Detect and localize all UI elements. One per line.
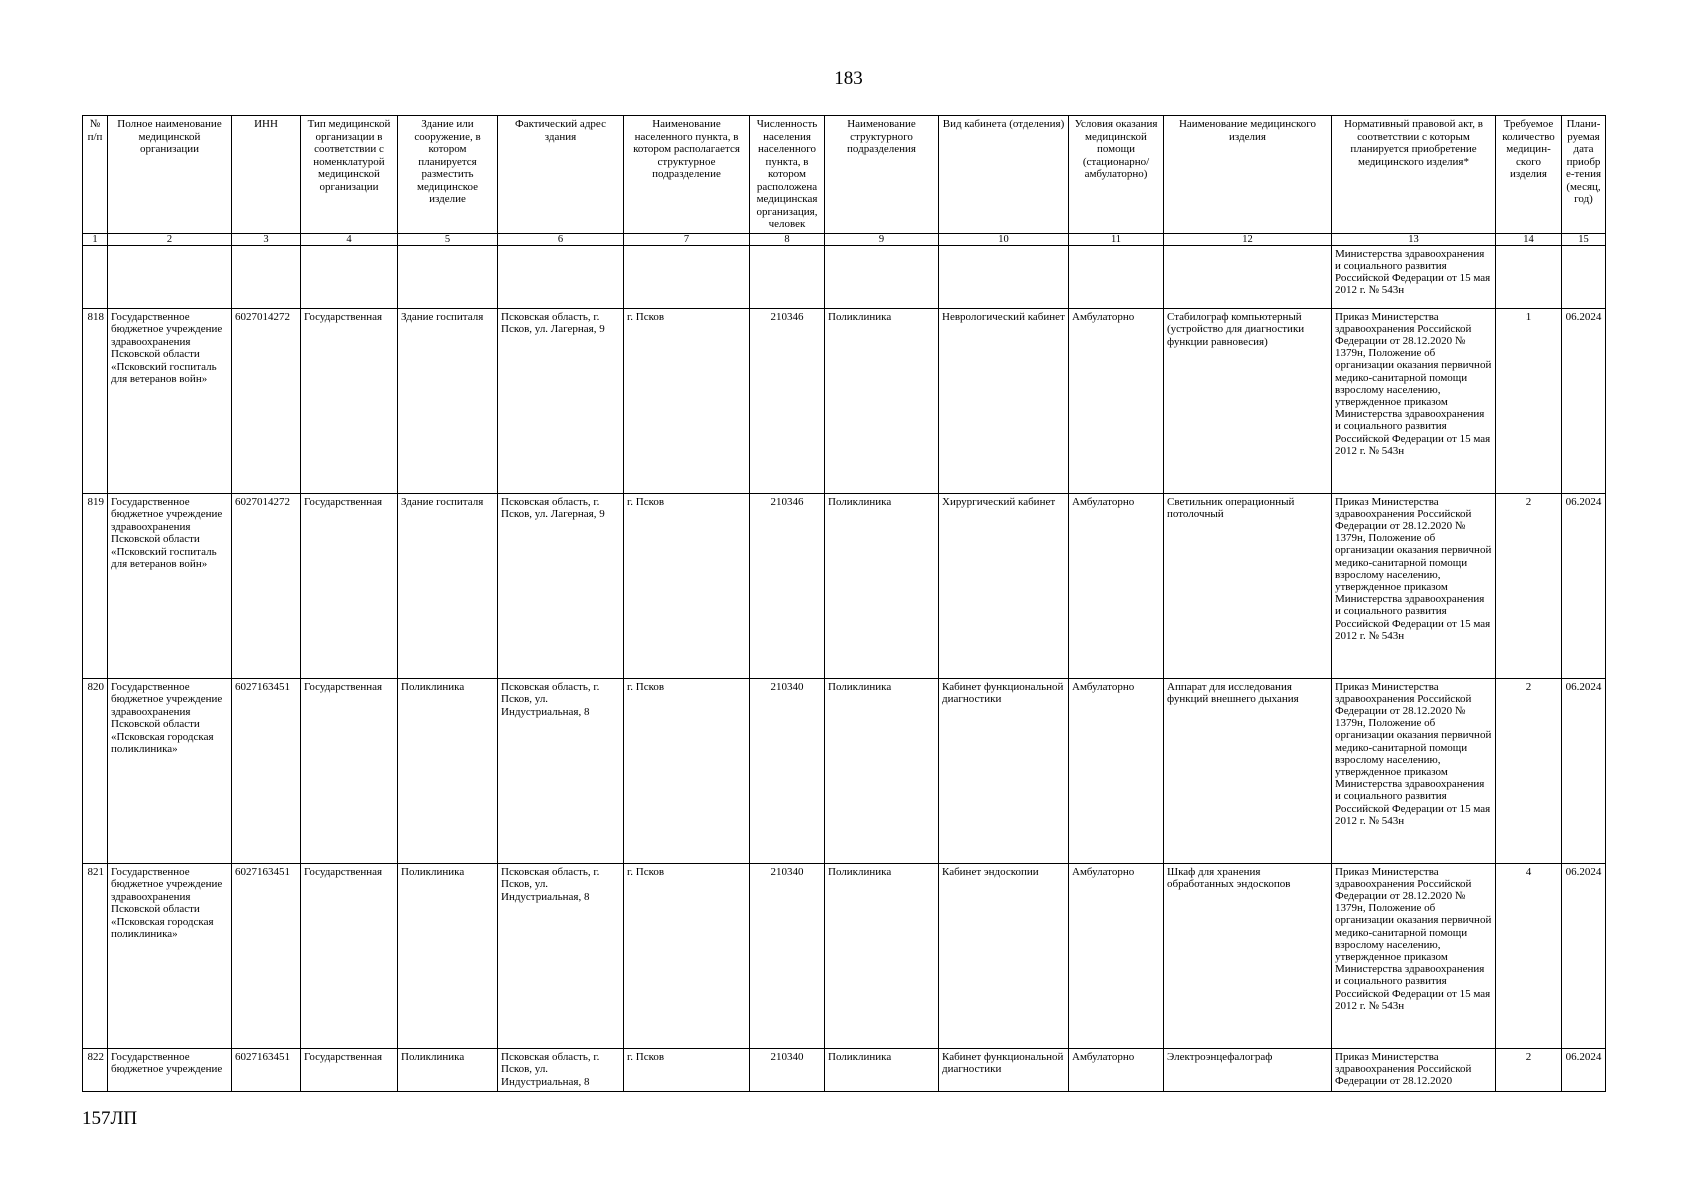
page-number: 183 xyxy=(834,68,863,89)
quantity: 2 xyxy=(1496,678,1562,863)
device-name: Шкаф для хранения обработанных эндоскопов xyxy=(1164,863,1332,1048)
legal-act: Приказ Министерства здравоохранения Российской Федерации от 28.12.2020 № 1379н, Положение об организации оказания первичной медико-санитарной помощи взрослому населению, утвержденное приказом Министерства здравоохранения и социального развития Российской Федерации от 15 мая 2012 г. № 543н xyxy=(1332,863,1496,1048)
quantity: 1 xyxy=(1496,308,1562,493)
column-number: 8 xyxy=(750,233,825,245)
org-type: Государственная xyxy=(301,1048,398,1091)
locality: г. Псков xyxy=(624,678,750,863)
org-name: Государственное бюджетное учреждение здравоохранения Псковской области «Псковская городская поликлиника» xyxy=(108,863,232,1048)
column-number: 6 xyxy=(498,233,624,245)
inn: 6027163451 xyxy=(232,863,301,1048)
header-cell-num: № п/п xyxy=(83,116,108,234)
device-name: Аппарат для исследования функций внешнего дыхания xyxy=(1164,678,1332,863)
care-conditions: Амбулаторно xyxy=(1069,493,1164,678)
org-type: Государственная xyxy=(301,678,398,863)
locality: г. Псков xyxy=(624,493,750,678)
column-number: 15 xyxy=(1562,233,1606,245)
address: Псковская область, г. Псков, ул. Лагерная, 9 xyxy=(498,308,624,493)
table-row xyxy=(83,863,1606,1048)
structural-unit: Поликлиника xyxy=(825,308,939,493)
header-cell-type: Тип медицинской организации в соответствии с номенклатурой медицинской организации xyxy=(301,116,398,234)
legal-act: Приказ Министерства здравоохранения Российской Федерации от 28.12.2020 № 1379н, Положение об организации оказания первичной медико-санитарной помощи взрослому населению, утвержденное приказом Министерства здравоохранения и социального развития Российской Федерации от 15 мая 2012 г. № 543н xyxy=(1332,493,1496,678)
address: Псковская область, г. Псков, ул. Индустриальная, 8 xyxy=(498,1048,624,1091)
org-type: Государственная xyxy=(301,863,398,1048)
locality: г. Псков xyxy=(624,308,750,493)
quantity: 2 xyxy=(1496,493,1562,678)
column-number: 13 xyxy=(1332,233,1496,245)
planned-date: 06.2024 xyxy=(1562,863,1606,1048)
quantity: 4 xyxy=(1496,863,1562,1048)
column-number: 12 xyxy=(1164,233,1332,245)
row-number: 819 xyxy=(83,493,108,678)
org-type: Государственная xyxy=(301,308,398,493)
cabinet-type: Кабинет функциональной диагностики xyxy=(939,1048,1069,1091)
header-cell-device: Наименование медицинского изделия xyxy=(1164,116,1332,234)
building: Поликлиника xyxy=(398,863,498,1048)
column-number: 10 xyxy=(939,233,1069,245)
column-number: 14 xyxy=(1496,233,1562,245)
cabinet-type: Кабинет функциональной диагностики xyxy=(939,678,1069,863)
address: Псковская область, г. Псков, ул. Индустриальная, 8 xyxy=(498,678,624,863)
row-number: 822 xyxy=(83,1048,108,1091)
care-conditions: Амбулаторно xyxy=(1069,863,1164,1048)
address: Псковская область, г. Псков, ул. Лагерная, 9 xyxy=(498,493,624,678)
header-cell-conditions: Условия оказания медицинской помощи (стационарно/ амбулаторно) xyxy=(1069,116,1164,234)
legal-act: Приказ Министерства здравоохранения Российской Федерации от 28.12.2020 xyxy=(1332,1048,1496,1091)
row-number: 818 xyxy=(83,308,108,493)
structural-unit: Поликлиника xyxy=(825,678,939,863)
column-number: 9 xyxy=(825,233,939,245)
device-name: Стабилограф компьютерный (устройство для диагностики функции равновесия) xyxy=(1164,308,1332,493)
column-number: 11 xyxy=(1069,233,1164,245)
cabinet-type: Неврологический кабинет xyxy=(939,308,1069,493)
structural-unit: Поликлиника xyxy=(825,493,939,678)
table-row xyxy=(83,493,1606,678)
inn: 6027163451 xyxy=(232,1048,301,1091)
row-number: 820 xyxy=(83,678,108,863)
column-number: 2 xyxy=(108,233,232,245)
planned-date: 06.2024 xyxy=(1562,308,1606,493)
structural-unit: Поликлиника xyxy=(825,1048,939,1091)
cabinet-type: Хирургический кабинет xyxy=(939,493,1069,678)
quantity: 2 xyxy=(1496,1048,1562,1091)
column-number: 4 xyxy=(301,233,398,245)
care-conditions: Амбулаторно xyxy=(1069,1048,1164,1091)
header-cell-locality: Наименование населенного пункта, в котором располагается структурное подразделение xyxy=(624,116,750,234)
header-cell-date: Плани-руемая дата приобре-тения (месяц, год) xyxy=(1562,116,1606,234)
building: Здание госпиталя xyxy=(398,493,498,678)
building: Поликлиника xyxy=(398,1048,498,1091)
inn: 6027014272 xyxy=(232,493,301,678)
planned-date: 06.2024 xyxy=(1562,1048,1606,1091)
header-cell-population: Численность населения населенного пункта, в котором расположена медицинская организация, человек xyxy=(750,116,825,234)
column-number: 1 xyxy=(83,233,108,245)
population: 210340 xyxy=(750,678,825,863)
cabinet-type: Кабинет эндоскопии xyxy=(939,863,1069,1048)
header-cell-legal-act: Нормативный правовой акт, в соответствии с которым планируется приобретение медицинского изделия* xyxy=(1332,116,1496,234)
inn: 6027014272 xyxy=(232,308,301,493)
legal-act: Приказ Министерства здравоохранения Российской Федерации от 28.12.2020 № 1379н, Положение об организации оказания первичной медико-санитарной помощи взрослому населению, утвержденное приказом Министерства здравоохранения и социального развития Российской Федерации от 15 мая 2012 г. № 543н xyxy=(1332,678,1496,863)
header-cell-org: Полное наименование медицинской организации xyxy=(108,116,232,234)
address: Псковская область, г. Псков, ул. Индустриальная, 8 xyxy=(498,863,624,1048)
device-name: Электроэнцефалограф xyxy=(1164,1048,1332,1091)
building: Поликлиника xyxy=(398,678,498,863)
building: Здание госпиталя xyxy=(398,308,498,493)
header-cell-building: Здание или сооружение, в котором планируется разместить медицинское изделие xyxy=(398,116,498,234)
table-row xyxy=(83,308,1606,493)
header-cell-qty: Требуемое количество медицин-ского изделия xyxy=(1496,116,1562,234)
org-name: Государственное бюджетное учреждение здравоохранения Псковской области «Псковская городская поликлиника» xyxy=(108,678,232,863)
continuation-legal-text: Министерства здравоохранения и социального развития Российской Федерации от 15 мая 2012 г. № 543н xyxy=(1332,245,1496,308)
org-name: Государственное бюджетное учреждение здравоохранения Псковской области «Псковский госпиталь для ветеранов войн» xyxy=(108,493,232,678)
header-cell-inn: ИНН xyxy=(232,116,301,234)
org-name: Государственное бюджетное учреждение здравоохранения Псковской области «Псковский госпиталь для ветеранов войн» xyxy=(108,308,232,493)
structural-unit: Поликлиника xyxy=(825,863,939,1048)
column-number: 5 xyxy=(398,233,498,245)
org-type: Государственная xyxy=(301,493,398,678)
population: 210346 xyxy=(750,308,825,493)
header-cell-unit: Наименование структурного подразделения xyxy=(825,116,939,234)
legal-act: Приказ Министерства здравоохранения Российской Федерации от 28.12.2020 № 1379н, Положение об организации оказания первичной медико-санитарной помощи взрослому населению, утвержденное приказом Министерства здравоохранения и социального развития Российской Федерации от 15 мая 2012 г. № 543н xyxy=(1332,308,1496,493)
table-row xyxy=(83,1048,1606,1091)
continuation-row xyxy=(83,245,1606,308)
row-number: 821 xyxy=(83,863,108,1048)
care-conditions: Амбулаторно xyxy=(1069,308,1164,493)
header-row xyxy=(83,116,1606,234)
planned-date: 06.2024 xyxy=(1562,493,1606,678)
population: 210340 xyxy=(750,1048,825,1091)
header-cell-cabinet: Вид кабинета (отделения) xyxy=(939,116,1069,234)
medical-equipment-table xyxy=(82,115,1606,1092)
inn: 6027163451 xyxy=(232,678,301,863)
column-number: 3 xyxy=(232,233,301,245)
org-name: Государственное бюджетное учреждение xyxy=(108,1048,232,1091)
column-number: 7 xyxy=(624,233,750,245)
device-name: Светильник операционный потолочный xyxy=(1164,493,1332,678)
header-cell-address: Фактический адрес здания xyxy=(498,116,624,234)
column-number-row xyxy=(83,233,1606,245)
population: 210340 xyxy=(750,863,825,1048)
care-conditions: Амбулаторно xyxy=(1069,678,1164,863)
locality: г. Псков xyxy=(624,863,750,1048)
locality: г. Псков xyxy=(624,1048,750,1091)
document-code: 157ЛП xyxy=(82,1108,138,1129)
planned-date: 06.2024 xyxy=(1562,678,1606,863)
table-row xyxy=(83,678,1606,863)
population: 210346 xyxy=(750,493,825,678)
